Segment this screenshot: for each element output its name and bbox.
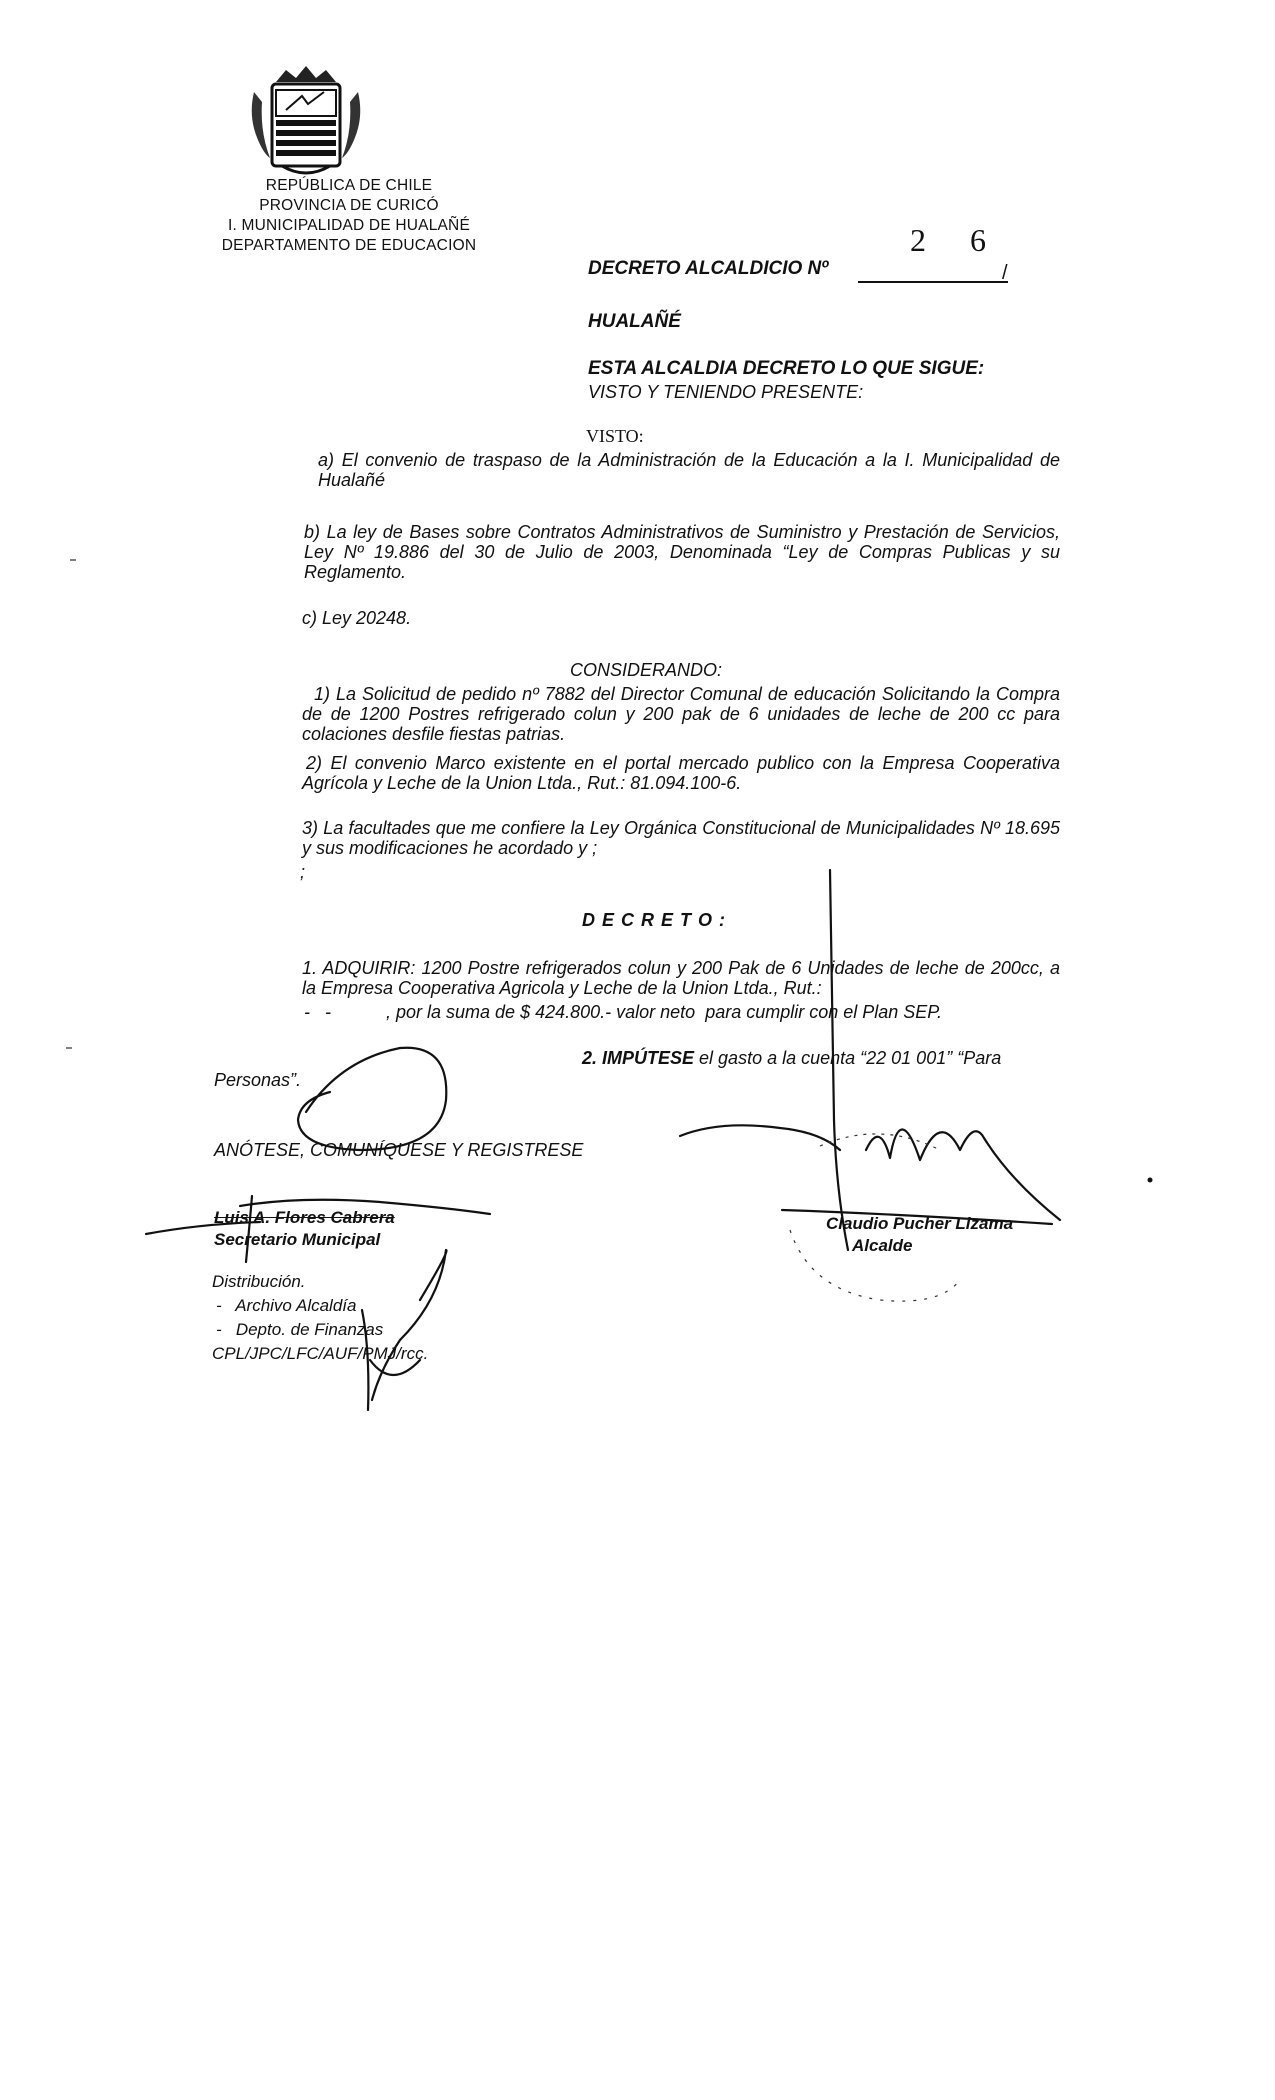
decree-title: DECRETO ALCALDICIO Nº [588,258,829,279]
republic-line: REPÚBLICA DE CHILE [265,177,433,194]
mayor-title: Alcalde [852,1236,913,1255]
distribution-item-1: - Archivo Alcaldía [216,1296,357,1315]
impute-text: el gasto a la cuenta “22 01 001” “Para [694,1048,1002,1068]
considerando-3: 3) La facultades que me confiere la Ley Orgánica Constitucional de Municipalidades Nº 18.695 y sus modificaciones he acordado y ; [302,818,1060,858]
visto-heading: VISTO: [586,426,644,446]
impute-label: 2. IMPÚTESE [582,1048,695,1068]
considerando-heading: CONSIDERANDO: [570,660,723,680]
department-line: DEPARTAMENTO DE EDUCACION [221,237,477,254]
considerando-3-tail: ; [300,862,306,882]
considerando-1: 1) La Solicitud de pedido nº 7882 del Director Comunal de educación Solicitando la Compra de de 1200 Postres refrigerado colun y 200 pak de 6 unidades de leche de 200 cc para colaciones desfile fiestas patrias. [302,684,1060,744]
decreto-heading: D E C R E T O : [582,910,727,930]
decreto-item-1-tail: - - , por la suma de $ 424.800.- valor neto para cumplir con el Plan SEP. [304,1002,942,1022]
secretary-title: Secretario Municipal [214,1230,381,1249]
distribution-heading: Distribución. [212,1272,306,1291]
distribution-initials: CPL/JPC/LFC/AUF/PMJ/rcc. [212,1344,429,1363]
decree-intro: ESTA ALCALDIA DECRETO LO QUE SIGUE: [588,358,985,379]
secretary-name: Luis A. Flores Cabrera [214,1208,395,1227]
closing-formula: ANÓTESE, COMUNÍQUESE Y REGISTRESE [214,1140,584,1160]
municipality-line: I. MUNICIPALIDAD DE HUALAÑÉ [228,217,470,234]
distribution-item-2: - Depto. de Finanzas [216,1320,384,1339]
visto-b: b) La ley de Bases sobre Contratos Administrativos de Suministro y Prestación de Servicios, Ley Nº 19.886 del 30 de Julio de 2003, Denominada “Ley de Compras Publicas y su Reglamento. [304,522,1060,582]
visto-a: a) El convenio de traspaso de la Administración de la Educación a la I. Municipalidad de Hualañé [318,450,1060,490]
decree-stamp-number: 2 6 [910,222,1004,258]
province-line: PROVINCIA DE CURICÓ [259,197,439,214]
decreto-item-1: 1. ADQUIRIR: 1200 Postre refrigerados colun y 200 Pak de 6 Unidades de leche de 200cc, a la Empresa Cooperativa Agricola y Leche de la Union Ltda., Rut.: [302,958,1060,998]
considerando-2: 2) El convenio Marco existente en el portal mercado publico con la Empresa Cooperativa Agrícola y Leche de la Union Ltda., Rut.: 81.094.100-6. [302,753,1060,793]
decreto-item-2-tail: Personas”. [214,1070,302,1090]
mayor-name: Claudio Pucher Lizama [826,1214,1014,1233]
visto-c: c) Ley 20248. [302,608,412,628]
decree-number-slash: / [1002,262,1008,284]
city-heading: HUALAÑÉ [588,311,681,332]
visto-subheading: VISTO Y TENIENDO PRESENTE: [588,382,864,402]
